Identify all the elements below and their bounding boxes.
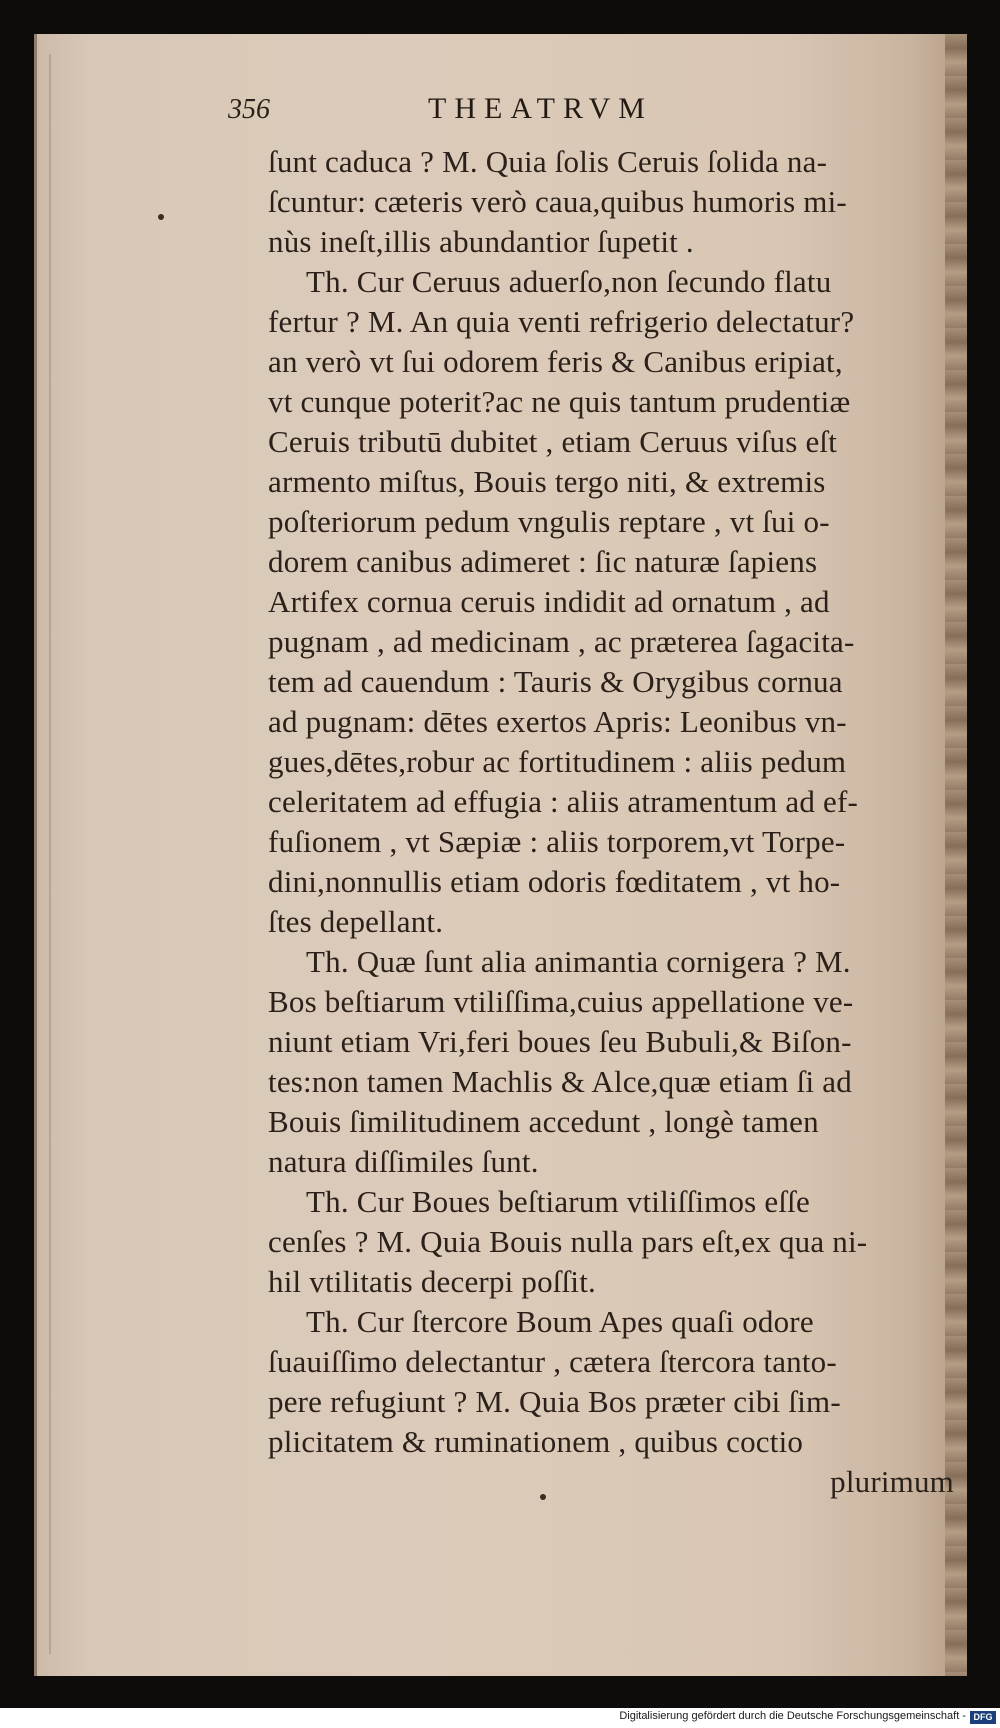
text-line: pugnam , ad medicinam , ac præterea ſagacita- <box>268 624 855 659</box>
text-line: natura diſſimiles ſunt. <box>268 1144 539 1179</box>
text-line: Artifex cornua ceruis indidit ad ornatum , ad <box>268 584 830 619</box>
text-line: vt cunque poterit?ac ne quis tantum prudentiæ <box>268 384 851 419</box>
text-line: fuſionem , vt Sæpiæ : aliis torporem,vt Torpe- <box>268 824 846 859</box>
text-line: dini,nonnullis etiam odoris fœditatem , vt ho- <box>268 864 841 899</box>
digitization-footer <box>0 1708 1000 1728</box>
text-line: Ceruis tributū dubitet , etiam Ceruus viſus eſt <box>268 424 838 459</box>
text-line: tes:non tamen Machlis & Alce,quæ etiam ſi ad <box>268 1064 852 1099</box>
text-line: tem ad cauendum : Tauris & Orygibus cornua <box>268 664 843 699</box>
text-line: pere refugiunt ? M. Quia Bos præter cibi ſim- <box>268 1384 841 1419</box>
text-line: celeritatem ad effugia : aliis atramentum ad ef- <box>268 784 859 819</box>
text-line: plicitatem & ruminationem , quibus coctio <box>268 1424 804 1459</box>
page-header <box>228 76 868 132</box>
text-line: Bos beſtiarum vtiliſſima,cuius appellatione ve- <box>268 984 854 1019</box>
ink-speck <box>540 1494 546 1500</box>
text-line: an verò vt ſui odorem feris & Canibus eripiat, <box>268 344 843 379</box>
ink-speck <box>158 214 164 220</box>
body-text <box>268 142 958 1502</box>
catchword: plurimum <box>830 1464 954 1499</box>
text-line: niunt etiam Vri,feri boues ſeu Bubuli,& Biſon- <box>268 1024 852 1059</box>
text-line: fertur ? M. An quia venti refrigerio delectatur? <box>268 304 855 339</box>
text-line: dorem canibus adimeret : ſic naturæ ſapiens <box>268 544 818 579</box>
text-line: cenſes ? M. Quia Bouis nulla pars eſt,ex qua ni- <box>268 1224 868 1259</box>
page-number: 356 <box>228 94 270 125</box>
text-line: armento miſtus, Bouis tergo niti, & extremis <box>268 464 826 499</box>
text-line: Th. Quæ ſunt alia animantia cornigera ? M. <box>306 944 851 979</box>
text-line: poſteriorum pedum vngulis reptare , vt ſui o- <box>268 504 830 539</box>
text-line: hil vtilitatis decerpi poſſit. <box>268 1264 597 1299</box>
text-line: ad pugnam: dētes exertos Apris: Leonibus vn- <box>268 704 847 739</box>
gutter-shadow <box>49 54 51 1654</box>
running-title: THEATRVM <box>428 92 653 125</box>
text-line: gues,dētes,robur ac fortitudinem : aliis pedum <box>268 744 847 779</box>
dfg-logo: DFG <box>970 1711 996 1724</box>
text-line: nùs ineſt,illis abundantior ſupetit . <box>268 224 694 259</box>
text-line: Th. Cur ſtercore Boum Apes quaſi odore <box>306 1304 814 1339</box>
text-line: ſuauiſſimo delectantur , cætera ſtercora tanto- <box>268 1344 837 1379</box>
text-line: ſcuntur: cæteris verò caua,quibus humoris mi- <box>268 184 847 219</box>
text-line: ſunt caduca ? M. Quia ſolis Ceruis ſolida na- <box>268 144 828 179</box>
text-line: Th. Cur Ceruus aduerſo,non ſecundo flatu <box>306 264 832 299</box>
text-line: Th. Cur Boues beſtiarum vtiliſſimos eſſe <box>306 1184 810 1219</box>
text-line: Bouis ſimilitudinem accedunt , longè tamen <box>268 1104 819 1139</box>
text-line: ſtes depellant. <box>268 904 444 939</box>
funding-credit: Digitalisierung gefördert durch die Deutsche Forschungsgemeinschaft - <box>619 1710 966 1722</box>
